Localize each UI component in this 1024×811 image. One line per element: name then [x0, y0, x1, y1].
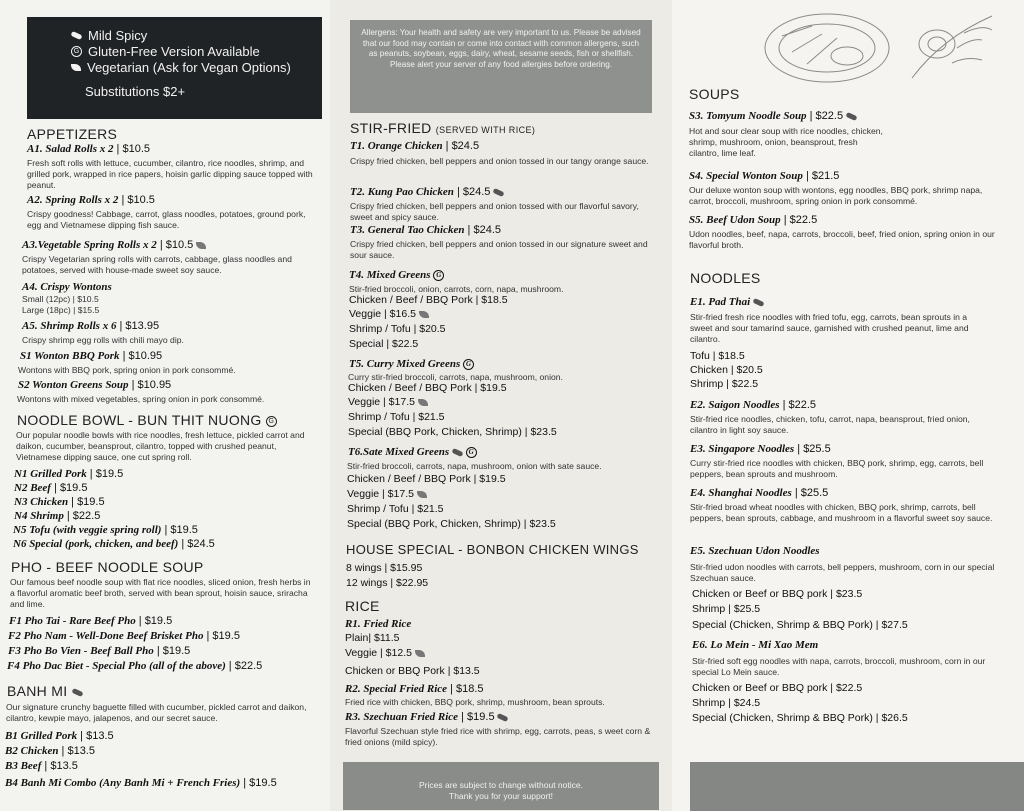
gluten-free-icon: G — [433, 270, 444, 281]
menu-item-b3: B3 Beef | $13.5 — [5, 760, 78, 772]
menu-item-s3-desc: Hot and sour clear soup with rice noodles, chicken, shrimp, mushroom, onion, beansprout, fresh cilantro, lime leaf. — [689, 126, 883, 158]
menu-item-a2: A2. Spring Rolls x 2 | $10.5 — [27, 194, 155, 206]
r1-option-1: Plain| $11.5 — [345, 632, 400, 644]
menu-panel-middle — [330, 0, 675, 811]
t6-option-2: Veggie | $17.5 — [347, 488, 427, 500]
menu-item-f4: F4 Pho Dac Biet - Special Pho (all of the above) | $22.5 — [7, 660, 263, 672]
menu-item-r2-desc: Fried rice with chicken, BBQ pork, shrimp, mushroom, bean sprouts. — [345, 697, 605, 707]
t4-option-4: Special | $22.5 — [349, 338, 419, 350]
menu-item-r3: R3. Szechuan Fried Rice | $19.5 — [345, 711, 508, 723]
menu-item-e1-desc: Stir-fried fresh rice noodles with fried tofu, egg, carrots, bean sprouts in a sweet and sour tamarind sauce, garnished with crushed peanut, lime and cilantro. — [690, 312, 969, 344]
menu-panel-left — [0, 0, 334, 811]
menu-item-t2-desc: Crispy fried chicken, bell peppers and onion tossed with our flavorful savory, sweet and spicy sauce. — [350, 201, 639, 222]
menu-item-a1: A1. Salad Rolls x 2 | $10.5 — [27, 143, 150, 155]
leaf-icon — [415, 650, 425, 657]
gluten-free-icon: G — [466, 447, 477, 458]
menu-item-s4: S4. Special Wonton Soup | $21.5 — [689, 170, 840, 182]
menu-item-a4-small: Small (12pc) | $10.5 — [22, 294, 99, 304]
chili-pepper-icon — [451, 448, 463, 457]
leaf-icon — [71, 64, 81, 71]
leaf-icon — [417, 491, 427, 498]
menu-item-a1-desc: Fresh soft rolls with lettuce, cucumber, cilantro, rice noodles, shrimp, and grilled pork, wrapped in rice papers, hoisin garlic dipping sauce topped with peanut. — [27, 158, 313, 190]
allergens-notice: Allergens: Your health and safety are very important to us. Please be advised that our food may contain or come into contact with common allergens, such as peanuts, soybean, eggs, dairy, wheat, sesame seeds, fish or shellfish. Please alert your server of any food allergies before ordering. — [350, 20, 652, 113]
chili-pepper-icon — [71, 688, 83, 697]
menu-item-n5: N5 Tofu (with veggie spring roll) | $19.5 — [13, 524, 198, 536]
pho-desc: Our famous beef noodle soup with flat rice noodles, sliced onion, fresh herbs in a flavorful aromatic beef broth, served with bean sprout, hoisin sauce, sriracha and lime. — [10, 577, 311, 609]
e6-option-3: Special (Chicken, Shrimp & BBQ Pork) | $26.5 — [692, 712, 908, 724]
menu-item-a5-desc: Crispy shrimp egg rolls with chili mayo dip. — [22, 335, 184, 345]
e1-option-1: Tofu | $18.5 — [690, 350, 745, 362]
menu-item-e4: E4. Shanghai Noodles | $25.5 — [690, 487, 829, 499]
r1-option-3: Chicken or BBQ Pork | $13.5 — [345, 665, 480, 677]
t5-option-3: Shrimp / Tofu | $21.5 — [348, 411, 445, 423]
e6-option-2: Shrimp | $24.5 — [692, 697, 761, 709]
legend-box — [27, 17, 322, 119]
t6-option-1: Chicken / Beef / BBQ Pork | $19.5 — [347, 473, 506, 485]
menu-item-s2-desc: Wontons with mixed vegetables, spring onion in pork consommé. — [17, 394, 265, 404]
gluten-free-icon: G — [463, 359, 474, 370]
menu-item-e5-desc: Stir-fried udon noodles with carrots, bell peppers, mushroom, corn in our special Szechuan sauce. — [690, 562, 995, 583]
menu-item-t4: T4. Mixed Greens G — [349, 269, 444, 281]
menu-item-t4-desc: Stir-fried broccoli, onion, carrots, corn, napa, mushroom. — [349, 284, 564, 294]
t5-option-4: Special (BBQ Pork, Chicken, Shrimp) | $23.5 — [348, 426, 557, 438]
noodle-bowl-desc: Our popular noodle bowls with rice noodles, fresh lettuce, pickled carrot and daikon, cucumber, beansprout, cilantro, topped with crushed peanut, Vietnamese dipping sauce, one cut spring roll. — [16, 430, 305, 462]
menu-item-n3: N3 Chicken | $19.5 — [14, 496, 105, 508]
menu-item-n6: N6 Special (pork, chicken, and beef) | $24.5 — [13, 538, 215, 550]
menu-item-e2: E2. Saigon Noodles | $22.5 — [690, 399, 817, 411]
e1-option-3: Shrimp | $22.5 — [690, 378, 759, 390]
menu-item-e3-desc: Curry stir-fried rice noodles with chicken, BBQ pork, shrimp, egg, carrots, bell peppers, bean sprouts and mushroom. — [690, 458, 984, 479]
bottom-grey-bar — [690, 762, 1024, 811]
menu-item-t5: T5. Curry Mixed Greens G — [349, 358, 474, 370]
menu-item-t3: T3. General Tao Chicken | $24.5 — [350, 224, 501, 236]
menu-item-s2: S2 Wonton Greens Soup | $10.95 — [18, 379, 172, 391]
menu-item-a2-desc: Crispy goodness! Cabbage, carrot, glass noodles, potatoes, ground pork, egg and Vietnamese dipping fish sauce. — [27, 209, 306, 230]
menu-item-a3-desc: Crispy Vegetarian spring rolls with carrots, cabbage, glass noodles and potatoes, served with house-made sweet soy sauce. — [22, 254, 292, 275]
t6-option-3: Shrimp / Tofu | $21.5 — [347, 503, 444, 515]
menu-item-a3: A3.Vegetable Spring Rolls x 2 | $10.5 — [22, 239, 206, 251]
menu-item-a5: A5. Shrimp Rolls x 6 | $13.95 — [22, 320, 160, 332]
leaf-icon — [196, 242, 206, 249]
legend-mild-spicy: Mild Spicy — [88, 27, 148, 43]
t4-option-1: Chicken / Beef / BBQ Pork | $18.5 — [349, 294, 508, 306]
e5-option-1: Chicken or Beef or BBQ pork | $23.5 — [692, 588, 863, 600]
wings-option-1: 8 wings | $15.95 — [346, 562, 423, 574]
menu-item-n2: N2 Beef | $19.5 — [14, 482, 88, 494]
appetizers-heading: APPETIZERS — [27, 126, 118, 142]
menu-item-t6-desc: Stir-fried broccoli, carrots, napa, mushroom, onion with sate sauce. — [347, 461, 602, 471]
footer-note-line-2: Thank you for your support! — [449, 791, 553, 801]
menu-item-f1: F1 Pho Tai - Rare Beef Pho | $19.5 — [9, 615, 173, 627]
soups-heading: SOUPS — [689, 86, 740, 102]
menu-item-e6: E6. Lo Mein - Mi Xao Mem — [692, 639, 819, 651]
menu-item-e4-desc: Stir-fried broad wheat noodles with chicken, BBQ pork, shrimp, carrots, bell peppers, bean sprouts, cabbage, and mushroom in a flavorful sweet soy sauce. — [690, 502, 993, 523]
menu-item-r3-desc: Flavorful Szechuan style fried rice with shrimp, egg, carrots, peas, s weet corn & fried onions (mild spicy). — [345, 726, 651, 747]
pho-heading: PHO - BEEF NOODLE SOUP — [11, 559, 204, 575]
chili-pepper-icon — [497, 713, 509, 722]
t4-option-3: Shrimp / Tofu | $20.5 — [349, 323, 446, 335]
menu-item-a4-large: Large (18pc) | $15.5 — [22, 305, 100, 315]
chili-pepper-icon — [493, 188, 505, 197]
legend-gluten-free: Gluten-Free Version Available — [88, 43, 260, 59]
menu-item-e1: E1. Pad Thai — [690, 296, 764, 308]
r1-option-2: Veggie | $12.5 — [345, 647, 425, 659]
t4-option-2: Veggie | $16.5 — [349, 308, 429, 320]
wings-heading: HOUSE SPECIAL - BONBON CHICKEN WINGS — [346, 542, 639, 557]
e6-option-1: Chicken or Beef or BBQ pork | $22.5 — [692, 682, 863, 694]
menu-item-e5: E5. Szechuan Udon Noodles — [690, 545, 820, 557]
e5-option-3: Special (Chicken, Shrimp & BBQ Pork) | $27.5 — [692, 619, 908, 631]
legend-vegetarian: Vegetarian (Ask for Vegan Options) — [87, 59, 291, 75]
menu-item-a4: A4. Crispy Wontons — [22, 281, 112, 293]
chili-pepper-icon — [752, 298, 764, 307]
footer-note-line-1: Prices are subject to change without notice. — [419, 780, 583, 790]
menu-item-f3: F3 Pho Bo Vien - Beef Ball Pho | $19.5 — [8, 645, 191, 657]
t5-option-1: Chicken / Beef / BBQ Pork | $19.5 — [348, 382, 507, 394]
noodles-heading: NOODLES — [690, 270, 761, 286]
e1-option-2: Chicken | $20.5 — [690, 364, 763, 376]
menu-item-r1: R1. Fried Rice — [345, 618, 412, 630]
food-illustration — [752, 8, 1002, 86]
t6-option-4: Special (BBQ Pork, Chicken, Shrimp) | $23.5 — [347, 518, 556, 530]
menu-item-t6: T6.Sate Mixed Greens G — [348, 446, 477, 458]
gluten-free-icon: G — [266, 416, 277, 427]
menu-item-e3: E3. Singapore Noodles | $25.5 — [690, 443, 831, 455]
t5-option-2: Veggie | $17.5 — [348, 396, 428, 408]
e5-option-2: Shrimp | $25.5 — [692, 603, 761, 615]
menu-item-t3-desc: Crispy fried chicken, bell peppers and onion tossed in our signature sweet and sour sauce. — [350, 239, 648, 260]
chili-pepper-icon — [70, 30, 82, 39]
menu-item-e2-desc: Stir-fried rice noodles, chicken, tofu, carrot, napa, beansprout, fried onion, cilantro in light soy sauce. — [690, 414, 970, 435]
menu-item-f2: F2 Pho Nam - Well-Done Beef Brisket Pho | $19.5 — [8, 630, 240, 642]
menu-item-s1-desc: Wontons with BBQ pork, spring onion in pork consommé. — [18, 365, 236, 375]
menu-item-t1: T1. Orange Chicken | $24.5 — [350, 140, 480, 152]
menu-item-n4: N4 Shrimp | $22.5 — [14, 510, 101, 522]
noodle-bowl-heading: NOODLE BOWL - BUN THIT NUONG G — [17, 412, 277, 428]
leaf-icon — [419, 311, 429, 318]
menu-item-t5-desc: Curry stir-fried broccoli, carrots, napa, mushroom, onion. — [348, 372, 563, 382]
menu-item-n1: N1 Grilled Pork | $19.5 — [14, 468, 124, 480]
menu-panel-right — [672, 0, 1024, 811]
menu-item-s5-desc: Udon noodles, beef, napa, carrots, broccoli, beef, fried onion, spring onion in our flavorful broth. — [689, 229, 995, 250]
menu-item-s5: S5. Beef Udon Soup | $22.5 — [689, 214, 818, 226]
wings-option-2: 12 wings | $22.95 — [346, 577, 429, 589]
leaf-icon — [418, 399, 428, 406]
menu-item-r2: R2. Special Fried Rice | $18.5 — [345, 683, 484, 695]
banh-mi-desc: Our signature crunchy baguette filled with cucumber, pickled carrot and daikon, cilantro, kewpie mayo, jalapenos, and our secret sauce. — [6, 702, 307, 723]
menu-item-t1-desc: Crispy fried chicken, bell peppers and onion tossed in our tangy orange sauce. — [350, 156, 649, 166]
menu-item-s3: S3. Tomyum Noodle Soup | $22.5 — [689, 110, 857, 122]
footer-note — [343, 762, 659, 810]
substitutions-note: Substitutions $2+ — [85, 84, 186, 99]
rice-heading: RICE — [345, 598, 380, 614]
banh-mi-heading: BANH MI — [7, 683, 83, 699]
menu-item-b4: B4 Banh Mi Combo (Any Banh Mi + French Fries) | $19.5 — [5, 777, 277, 789]
menu-item-t2: T2. Kung Pao Chicken | $24.5 — [350, 186, 504, 198]
stir-fried-heading: STIR-FRIED (SERVED WITH RICE) — [350, 120, 536, 136]
menu-item-b2: B2 Chicken | $13.5 — [5, 745, 95, 757]
menu-item-s4-desc: Our deluxe wonton soup with wontons, egg noodles, BBQ pork, shrimp napa, carrot, broccoli, mushroom, spring onion in pork consommé. — [689, 185, 983, 206]
chili-pepper-icon — [845, 112, 857, 121]
menu-item-s1: S1 Wonton BBQ Pork | $10.95 — [20, 350, 163, 362]
gluten-free-icon: G — [71, 46, 82, 57]
menu-item-b1: B1 Grilled Pork | $13.5 — [5, 730, 114, 742]
menu-item-e6-desc: Stir-fried soft egg noodles with napa, carrots, broccoli, mushroom, corn in our special Lo Mein sauce. — [692, 656, 986, 677]
